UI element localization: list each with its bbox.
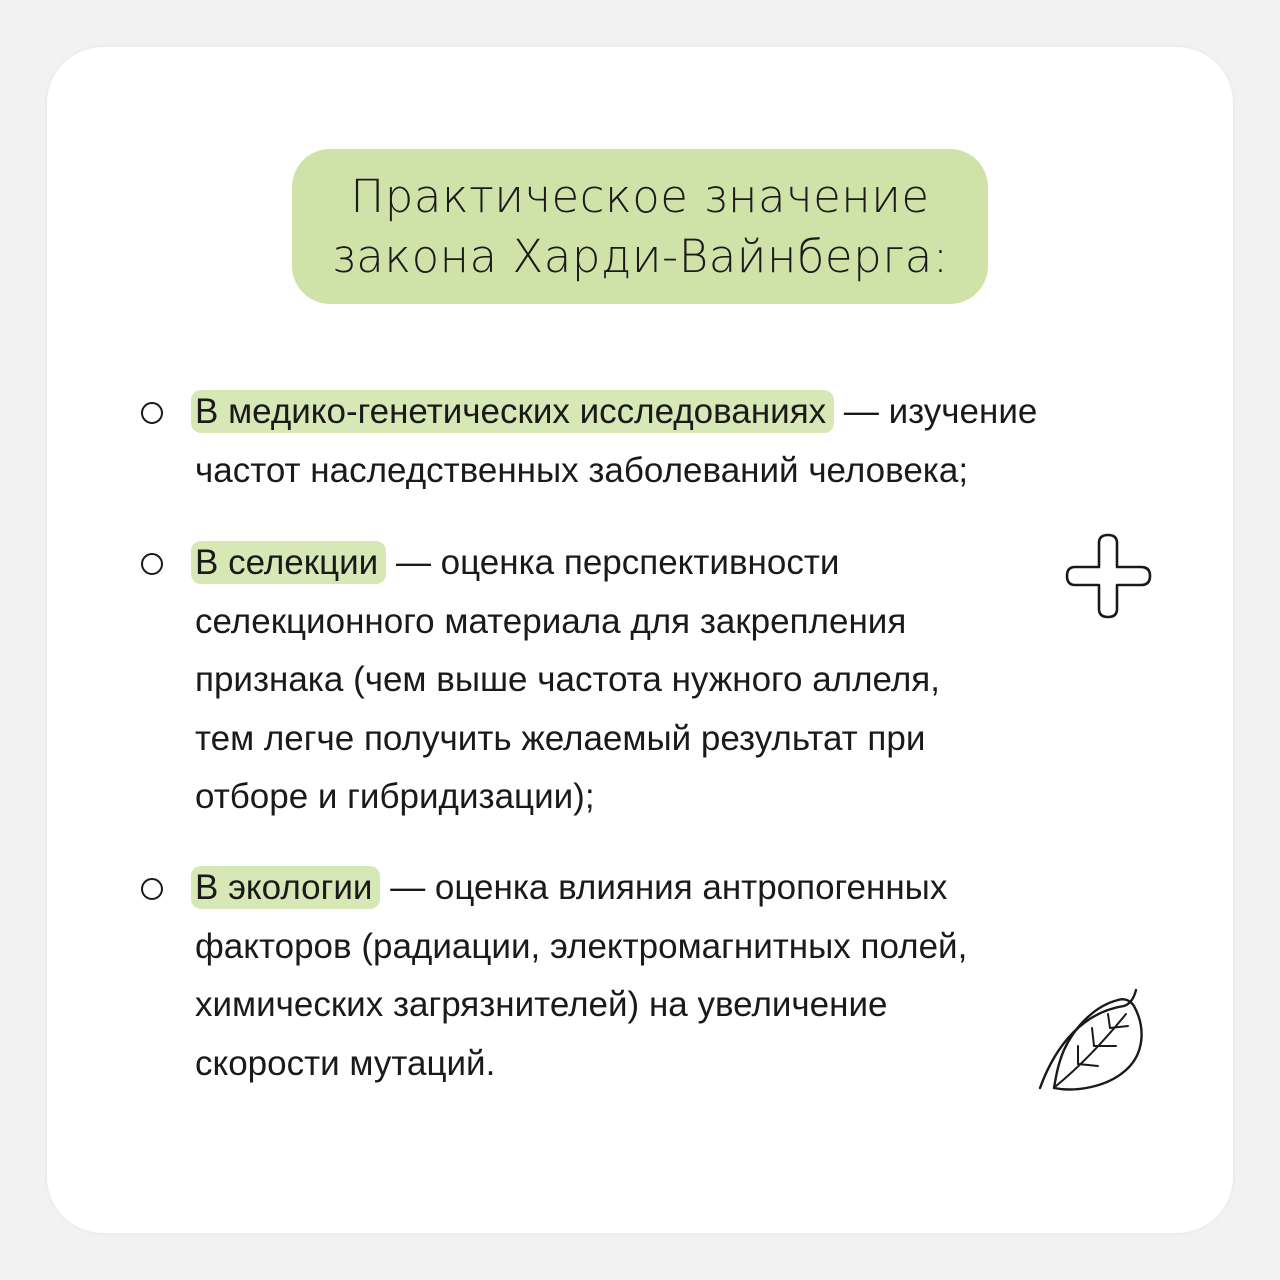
page-title-line-1: Практическое значение (350, 169, 930, 223)
highlight-label: В экологии (191, 866, 380, 909)
bullet-circle-icon (141, 402, 163, 424)
list-item-line: селекционного материала для закрепления (195, 601, 907, 641)
highlight-label: В селекции (191, 541, 386, 584)
list-item-line: частот наследственных заболеваний человека; (195, 450, 969, 490)
list-item-line: признака (чем выше частота нужного аллеля, (195, 660, 940, 699)
list-item-line: химических загрязнителей) на увеличение (195, 985, 888, 1024)
list-item-rest: — оценка влияния антропогенных (380, 868, 948, 907)
list-item-line: факторов (радиации, электромагнитных полей, (195, 926, 968, 966)
list-item (195, 383, 1037, 500)
bullet-circle-icon (141, 878, 163, 900)
bullet-circle-icon (141, 553, 163, 575)
page-title-line-2: закона Харди-Вайнберга: (331, 229, 949, 283)
list-item-first-line (195, 859, 967, 918)
highlight-label: В медико-генетических исследованиях (191, 390, 834, 433)
list-item-line: тем легче получить желаемый результат при (195, 718, 926, 758)
list-item (195, 859, 967, 1093)
list-item-rest: — оценка перспективности (386, 543, 840, 582)
list-item-line: скорости мутаций. (195, 1043, 496, 1083)
list-item-rest: — изучение (834, 392, 1038, 431)
list-item-first-line (195, 534, 940, 593)
list-item-line: отборе и гибридизации); (195, 777, 595, 816)
list-item-first-line (195, 383, 1037, 442)
plus-icon (1064, 531, 1154, 621)
list-item (195, 534, 940, 827)
leaf-icon (1034, 984, 1150, 1096)
